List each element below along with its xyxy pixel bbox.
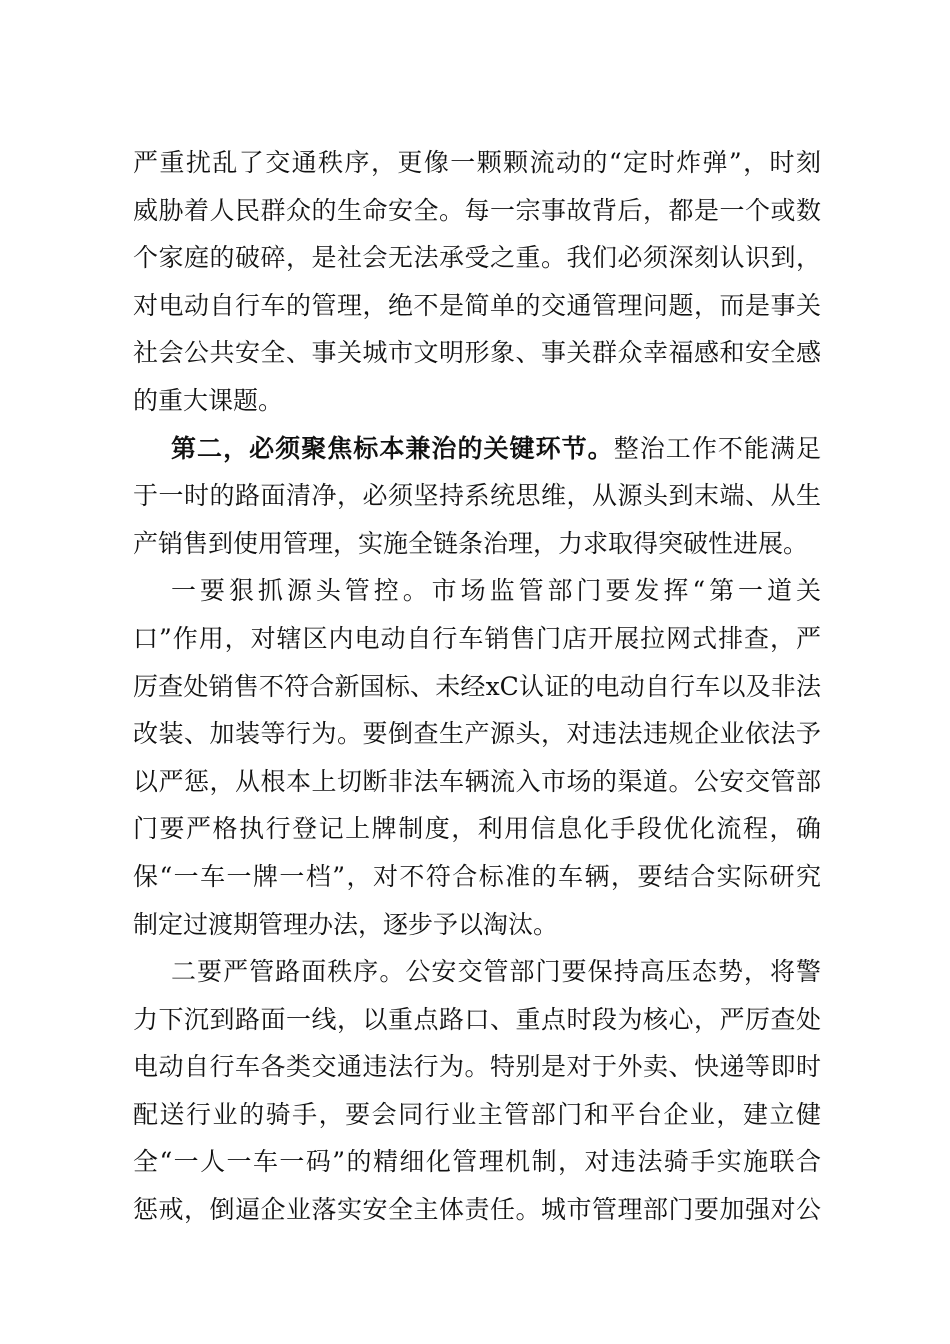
line-text: 电动自行车各类交通违法行为。特别是对于外卖、快递等即时 (133, 1052, 821, 1082)
text-line (133, 1186, 821, 1234)
text-line (133, 329, 821, 377)
line-text: 一要狠抓源头管控。市场监管部门要发挥“第一道关 (171, 576, 821, 606)
text-line (133, 139, 821, 187)
line-text: 于一时的路面清净，必须坚持系统思维，从源头到末端、从生 (133, 481, 821, 511)
text-line (133, 901, 821, 949)
line-text: 门要严格执行登记上牌制度，利用信息化手段优化流程，确 (133, 814, 821, 844)
text-line (133, 805, 821, 853)
text-line (133, 996, 821, 1044)
line-text: 口”作用，对辖区内电动自行车销售门店开展拉网式排查，严 (133, 623, 821, 653)
text-line (133, 710, 821, 758)
text-line (133, 282, 821, 330)
line-text: 力下沉到路面一线，以重点路口、重点时段为核心，严厉查处 (133, 1004, 821, 1034)
text-line (133, 472, 821, 520)
line-text: 对电动自行车的管理，绝不是简单的交通管理问题，而是事关 (133, 290, 821, 320)
text-line (133, 615, 821, 663)
line-text: 制定过渡期管理办法，逐步予以淘汰。 (133, 909, 559, 939)
text-line (133, 853, 821, 901)
line-text: 社会公共安全、事关城市文明形象、事关群众幸福感和安全感 (133, 338, 821, 368)
line-text: 产销售到使用管理，实施全链条治理，力求取得突破性进展。 (133, 528, 809, 558)
line-text: 厉查处销售不符合新国标、未经xC认证的电动自行车以及非法 (133, 671, 821, 701)
line-text: 威胁着人民群众的生命安全。每一宗事故背后，都是一个或数 (133, 195, 821, 225)
text-line (133, 1091, 821, 1139)
line-text: 严重扰乱了交通秩序，更像一颗颗流动的“定时炸弹”，时刻 (133, 148, 821, 177)
line-text: 整治工作不能满足 (613, 433, 821, 463)
line-text: 改装、加装等行为。要倒查生产源头，对违法违规企业依法予 (133, 719, 821, 749)
text-line (133, 187, 821, 235)
text-line (133, 948, 821, 996)
text-line (133, 234, 821, 282)
text-line (133, 520, 821, 568)
line-text: 惩戒，倒逼企业落实安全主体责任。城市管理部门要加强对公 (133, 1195, 821, 1225)
bold-heading-text: 第二，必须聚焦标本兼治的关键环节。 (171, 433, 614, 463)
text-line (133, 663, 821, 711)
text-line (133, 377, 821, 425)
text-line (133, 758, 821, 806)
text-line (133, 1043, 821, 1091)
line-text: 配送行业的骑手，要会同行业主管部门和平台企业，建立健 (133, 1099, 821, 1129)
text-line (133, 425, 821, 473)
document-body (133, 139, 821, 1234)
text-line (133, 567, 821, 615)
line-text: 全“一人一车一码”的精细化管理机制，对违法骑手实施联合 (133, 1147, 821, 1177)
line-text: 二要严管路面秩序。公安交管部门要保持高压态势，将警 (171, 957, 821, 987)
line-text: 的重大课题。 (133, 385, 284, 415)
line-text: 以严惩，从根本上切断非法车辆流入市场的渠道。公安交管部 (133, 766, 821, 796)
line-text: 保“一车一牌一档”，对不符合标准的车辆，要结合实际研究 (133, 861, 821, 891)
line-text: 个家庭的破碎，是社会无法承受之重。我们必须深刻认识到， (133, 243, 821, 273)
text-line (133, 1138, 821, 1186)
